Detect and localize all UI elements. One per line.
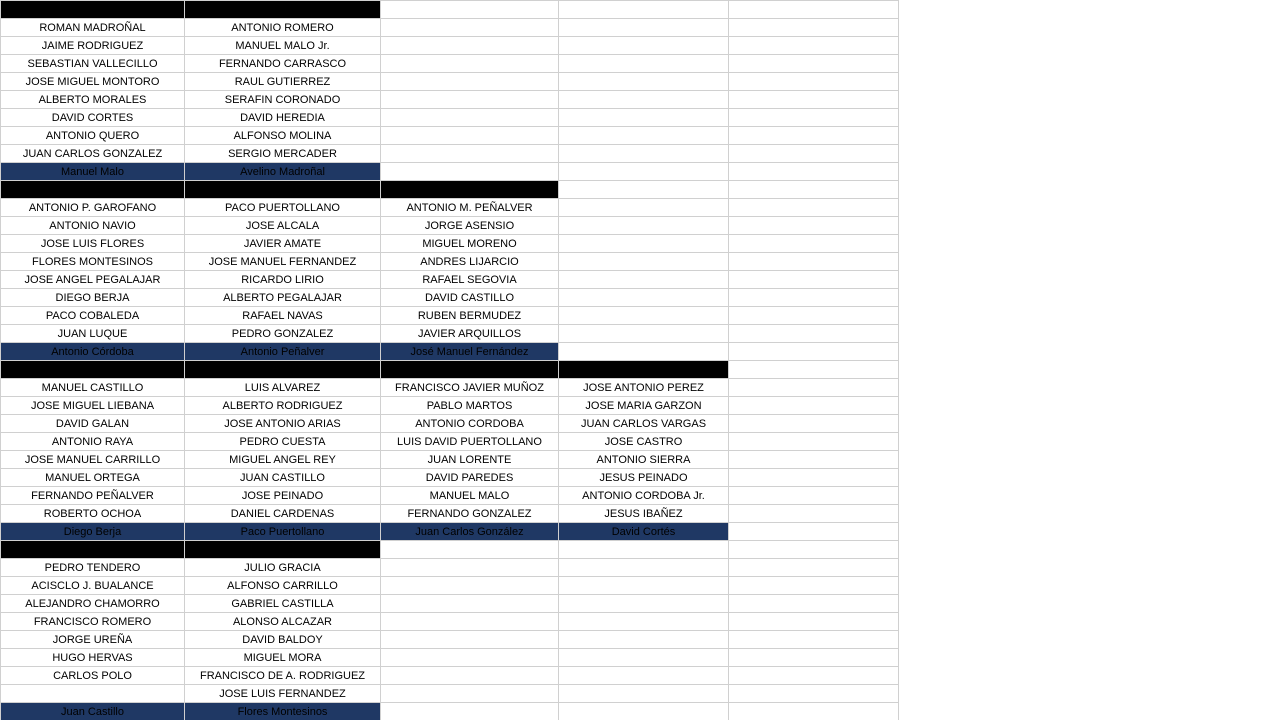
empty-cell [729,631,899,649]
member-cell: ANTONIO CORDOBA Jr. [559,487,729,505]
table-row [1,595,899,613]
group-header: GRUPO AMARILLO [1,181,185,199]
empty-cell [729,703,899,720]
member-cell: FLORES MONTESINOS [1,253,185,271]
member-cell: SERGIO MERCADER [185,145,381,163]
member-cell: PACO COBALEDA [1,307,185,325]
table-row [1,91,899,109]
empty-cell [381,1,559,19]
captain-cell: David Cortés [559,523,729,541]
empty-cell [559,127,729,145]
captain-cell: Avelino Madroñal [185,163,381,181]
member-cell: PEDRO TENDERO [1,559,185,577]
member-cell: ROBERTO OCHOA [1,505,185,523]
member-cell: ANDRES LIJARCIO [381,253,559,271]
captain-cell: Diego Berja [1,523,185,541]
empty-cell [559,37,729,55]
member-cell: JORGE ASENSIO [381,217,559,235]
member-cell: ANTONIO QUERO [1,127,185,145]
empty-cell [381,145,559,163]
empty-cell [559,217,729,235]
table-row [1,397,899,415]
group-header: GRUPO NEGRO [1,541,185,559]
member-cell: SEBASTIAN VALLECILLO [1,55,185,73]
member-cell: CARLOS POLO [1,667,185,685]
empty-cell [729,415,899,433]
empty-cell [381,649,559,667]
member-cell: FRANCISCO ROMERO [1,613,185,631]
table-row [1,127,899,145]
table-row [1,613,899,631]
empty-cell [729,127,899,145]
empty-cell [559,199,729,217]
group-header: GRUPO VIOLETA [381,181,559,199]
member-cell: MANUEL MALO Jr. [185,37,381,55]
member-cell: JOSE ALCALA [185,217,381,235]
empty-cell [559,667,729,685]
empty-cell [729,145,899,163]
member-cell: ALBERTO MORALES [1,91,185,109]
member-cell: PEDRO CUESTA [185,433,381,451]
member-cell: DAVID CASTILLO [381,289,559,307]
member-cell: ALBERTO RODRIGUEZ [185,397,381,415]
empty-cell [381,577,559,595]
empty-cell [729,19,899,37]
table-row [1,271,899,289]
empty-cell [729,613,899,631]
group-header: GRUPO BLANCO [1,361,185,379]
captain-cell: Juan Castillo [1,703,185,720]
empty-cell [381,55,559,73]
empty-cell [729,73,899,91]
member-cell: FERNANDO CARRASCO [185,55,381,73]
member-cell: JESUS PEINADO [559,469,729,487]
table-row [1,73,899,91]
member-cell: MANUEL CASTILLO [1,379,185,397]
member-cell: ANTONIO CORDOBA [381,415,559,433]
member-cell: RAFAEL NAVAS [185,307,381,325]
table-row [1,1,899,19]
table-row [1,307,899,325]
captain-cell: Antonio Córdoba [1,343,185,361]
empty-cell [729,577,899,595]
empty-cell [729,451,899,469]
member-cell: ANTONIO M. PEÑALVER [381,199,559,217]
empty-cell [559,271,729,289]
member-cell: ALONSO ALCAZAR [185,613,381,631]
table-row [1,253,899,271]
empty-cell [729,523,899,541]
member-cell: JOSE PEINADO [185,487,381,505]
empty-cell [729,505,899,523]
empty-cell [729,271,899,289]
member-cell: ALEJANDRO CHAMORRO [1,595,185,613]
captain-cell: Paco Puertollano [185,523,381,541]
empty-cell [559,685,729,703]
captain-cell: José Manuel Fernández [381,343,559,361]
empty-cell [559,631,729,649]
table-row [1,19,899,37]
member-cell: JUAN CASTILLO [185,469,381,487]
empty-cell [729,163,899,181]
empty-cell [381,127,559,145]
member-cell: RUBEN BERMUDEZ [381,307,559,325]
empty-cell [729,379,899,397]
member-cell: PACO PUERTOLLANO [185,199,381,217]
member-cell: JOSE ANGEL PEGALAJAR [1,271,185,289]
table-row [1,487,899,505]
captain-cell: Juan Carlos González [381,523,559,541]
empty-cell [381,595,559,613]
empty-cell [729,199,899,217]
table-row [1,667,899,685]
empty-cell [559,73,729,91]
member-cell: ALFONSO MOLINA [185,127,381,145]
empty-cell [559,253,729,271]
member-cell: JUAN CARLOS VARGAS [559,415,729,433]
group-header: GRUPO MARRON [559,361,729,379]
member-cell: JOSE MIGUEL LIEBANA [1,397,185,415]
empty-cell [729,289,899,307]
member-cell: HUGO HERVAS [1,649,185,667]
member-cell: JESUS IBAÑEZ [559,505,729,523]
empty-cell [559,343,729,361]
member-cell: MIGUEL MORENO [381,235,559,253]
table-row [1,559,899,577]
empty-cell [381,685,559,703]
table-row [1,505,899,523]
member-cell: JOSE ANTONIO ARIAS [185,415,381,433]
table-row [1,433,899,451]
captain-cell: Manuel Malo [1,163,185,181]
empty-cell [381,73,559,91]
table-row [1,217,899,235]
empty-cell [729,433,899,451]
member-cell: JUAN LORENTE [381,451,559,469]
table-row [1,343,899,361]
table-row [1,145,899,163]
table-row [1,469,899,487]
empty-cell [381,19,559,37]
member-cell: MIGUEL ANGEL REY [185,451,381,469]
empty-cell [559,181,729,199]
member-cell: ANTONIO SIERRA [559,451,729,469]
member-cell: PEDRO GONZALEZ [185,325,381,343]
table-row [1,649,899,667]
member-cell: JULIO GRACIA [185,559,381,577]
empty-cell [729,649,899,667]
member-cell: ANTONIO ROMERO [185,19,381,37]
empty-cell [381,91,559,109]
member-cell: MANUEL MALO [381,487,559,505]
table-row [1,577,899,595]
empty-cell [729,217,899,235]
table-row [1,163,899,181]
empty-cell [559,541,729,559]
table-row [1,379,899,397]
empty-cell [559,163,729,181]
member-cell: JAVIER ARQUILLOS [381,325,559,343]
member-cell: DAVID BALDOY [185,631,381,649]
table-row [1,685,899,703]
member-cell: SERAFIN CORONADO [185,91,381,109]
member-cell [1,685,185,703]
empty-cell [729,235,899,253]
empty-cell [559,649,729,667]
empty-cell [559,145,729,163]
member-cell: RAFAEL SEGOVIA [381,271,559,289]
table-row [1,703,899,720]
empty-cell [729,325,899,343]
member-cell: JOSE MARIA GARZON [559,397,729,415]
table-row [1,109,899,127]
empty-cell [729,559,899,577]
captain-cell: Antonio Peñalver [185,343,381,361]
empty-cell [729,253,899,271]
group-header: GRUPO VERDE [185,361,381,379]
table-row [1,289,899,307]
member-cell: JOSE MANUEL FERNANDEZ [185,253,381,271]
empty-cell [381,109,559,127]
member-cell: JORGE UREÑA [1,631,185,649]
group-header: GRUPO AZUL [381,361,559,379]
empty-cell [559,595,729,613]
empty-cell [381,703,559,720]
empty-cell [381,631,559,649]
member-cell: JOSE MANUEL CARRILLO [1,451,185,469]
empty-cell [729,487,899,505]
member-cell: JAIME RODRIGUEZ [1,37,185,55]
table-row [1,235,899,253]
table-row [1,181,899,199]
table-row [1,37,899,55]
member-cell: ANTONIO P. GAROFANO [1,199,185,217]
member-cell: PABLO MARTOS [381,397,559,415]
member-cell: ANTONIO RAYA [1,433,185,451]
table-row [1,361,899,379]
empty-cell [559,109,729,127]
member-cell: JUAN CARLOS GONZALEZ [1,145,185,163]
member-cell: JOSE LUIS FERNANDEZ [185,685,381,703]
member-cell: DANIEL CARDENAS [185,505,381,523]
empty-cell [729,469,899,487]
member-cell: FRANCISCO DE A. RODRIGUEZ [185,667,381,685]
empty-cell [559,559,729,577]
empty-cell [381,559,559,577]
member-cell: DAVID HEREDIA [185,109,381,127]
empty-cell [381,163,559,181]
member-cell: ALBERTO PEGALAJAR [185,289,381,307]
member-cell: RAUL GUTIERREZ [185,73,381,91]
empty-cell [381,667,559,685]
empty-cell [729,685,899,703]
empty-cell [559,577,729,595]
empty-cell [729,55,899,73]
member-cell: RICARDO LIRIO [185,271,381,289]
member-cell: DAVID GALAN [1,415,185,433]
empty-cell [381,37,559,55]
empty-cell [559,235,729,253]
empty-cell [729,1,899,19]
empty-cell [729,307,899,325]
empty-cell [559,325,729,343]
empty-cell [559,703,729,720]
member-cell: LUIS ALVAREZ [185,379,381,397]
table-row [1,451,899,469]
member-cell: ALFONSO CARRILLO [185,577,381,595]
empty-cell [559,289,729,307]
empty-cell [559,19,729,37]
table-row [1,541,899,559]
member-cell: FERNANDO GONZALEZ [381,505,559,523]
member-cell: MIGUEL MORA [185,649,381,667]
member-cell: ROMAN MADROÑAL [1,19,185,37]
member-cell: JOSE MIGUEL MONTORO [1,73,185,91]
empty-cell [729,397,899,415]
empty-cell [729,667,899,685]
empty-cell [729,541,899,559]
member-cell: JOSE LUIS FLORES [1,235,185,253]
empty-cell [559,55,729,73]
group-header: GRUPO NARANJA [185,541,381,559]
member-cell: DIEGO BERJA [1,289,185,307]
table-row [1,55,899,73]
captain-cell: Flores Montesinos [185,703,381,720]
table-row [1,199,899,217]
table-row [1,523,899,541]
member-cell: JUAN LUQUE [1,325,185,343]
group-header: GRUPO DORADO [1,1,185,19]
member-cell: MANUEL ORTEGA [1,469,185,487]
empty-cell [559,613,729,631]
empty-cell [729,181,899,199]
group-header: GRUPOROJO [185,181,381,199]
empty-cell [559,91,729,109]
empty-cell [729,37,899,55]
member-cell: ACISCLO J. BUALANCE [1,577,185,595]
member-cell: DAVID PAREDES [381,469,559,487]
empty-cell [381,613,559,631]
empty-cell [729,109,899,127]
empty-cell [729,91,899,109]
empty-cell [559,307,729,325]
member-cell: ANTONIO NAVIO [1,217,185,235]
empty-cell [559,1,729,19]
table-row [1,415,899,433]
empty-cell [729,343,899,361]
member-cell: FERNANDO PEÑALVER [1,487,185,505]
empty-cell [729,595,899,613]
member-cell: JOSE ANTONIO PEREZ [559,379,729,397]
empty-cell [729,361,899,379]
table-row [1,631,899,649]
member-cell: LUIS DAVID PUERTOLLANO [381,433,559,451]
member-cell: DAVID CORTES [1,109,185,127]
member-cell: GABRIEL CASTILLA [185,595,381,613]
member-cell: JOSE CASTRO [559,433,729,451]
member-cell: JAVIER AMATE [185,235,381,253]
member-cell: FRANCISCO JAVIER MUÑOZ [381,379,559,397]
table-row [1,325,899,343]
group-header: GRUPO PLATINO [185,1,381,19]
empty-cell [381,541,559,559]
